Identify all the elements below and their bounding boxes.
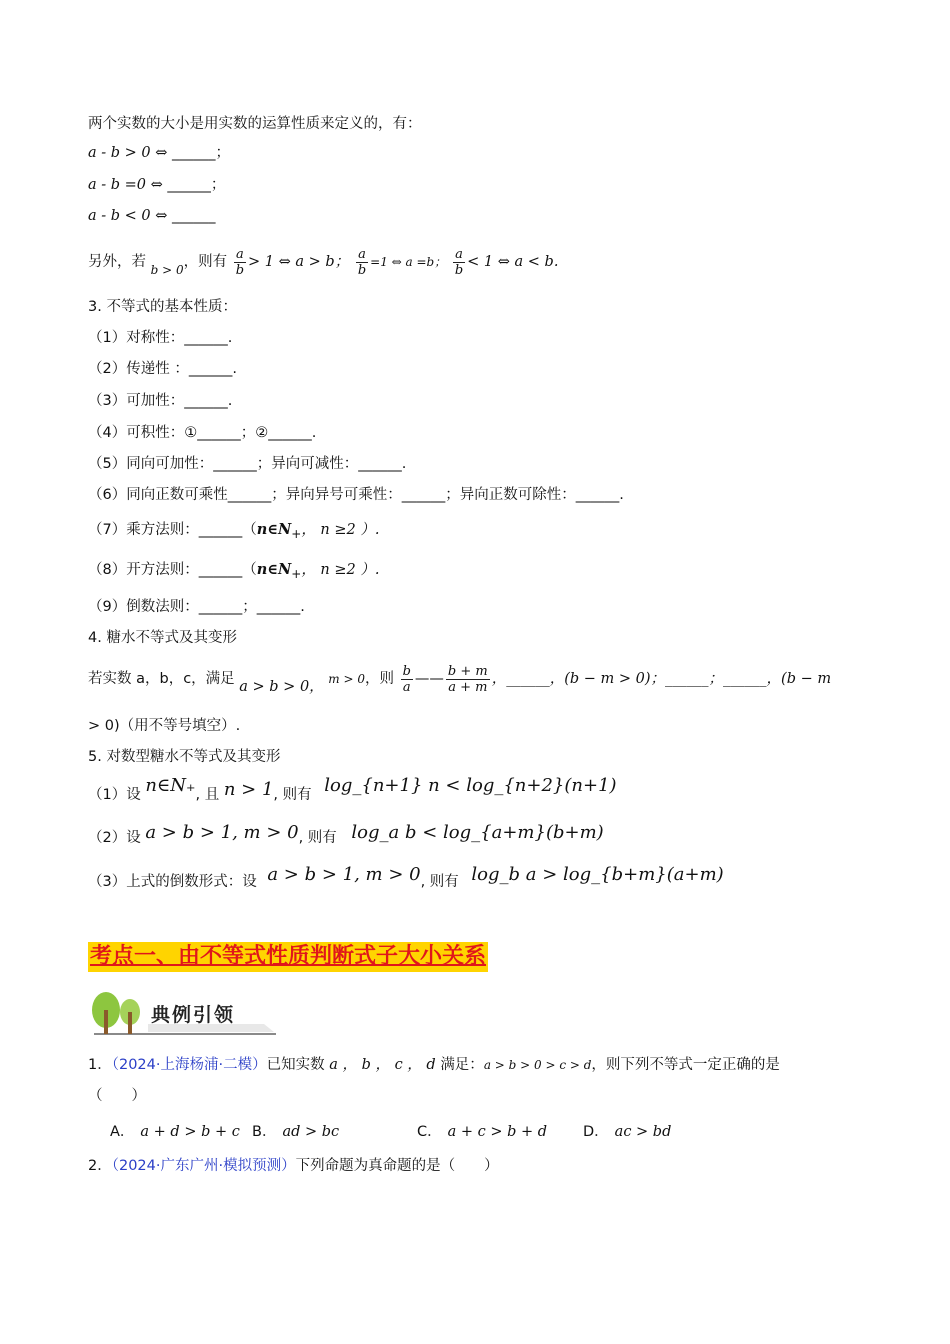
property-power-rule: （7）乘方法则：$\_\_\_\_\_\_(n\in N_+$， n ≥2 ）.: [88, 521, 380, 541]
question-1: 1．（2024·上海杨浦·二模）已知实数 a ， b ， c ， d 满足：a > b > 0 > c > d，则下列不等式一定正确的是: [88, 1057, 780, 1073]
sugar-water-line2: > 0)（用不等号填空）.: [88, 718, 241, 734]
option-a[interactable]: A． a + d > b + c: [110, 1124, 240, 1140]
property-transitivity: （2）传递性 ：______.: [88, 361, 237, 377]
banner-title: 典例引领: [151, 1004, 236, 1026]
sugar-water-inequality: 若实数 a，b，c，满足 a > b > 0， m > 0，则 $\frac{b}{a}$ —— $\frac{b + m}{a + m}$ ，______，(b − m > 0)；______；______，(b − m: [88, 663, 832, 695]
property-additivity: （3）可加性：______.: [88, 393, 233, 409]
option-d[interactable]: D． ac > bd: [583, 1124, 672, 1140]
fraction-bm-over-am: $\frac{b + m}{a + m}$: [447, 663, 488, 695]
topic-heading: 考点一、由不等式性质判断式子大小关系: [88, 942, 488, 972]
relation-eq: a - b =0 ⇔ ______；: [88, 177, 226, 193]
ratio-comparison: 另外，若 $_{b > 0}$，则有 $\frac{a}{b}$ > 1 ⇔ a > b； $\frac{a}{b}$ =1 ⇔ a =b； $\frac{a}{b}$ < 1 ⇔ a < b.: [88, 246, 559, 278]
log-item-2: （2）设 a > b > 1, m > 0, 则有 log_a b < log_{a+m}(b+m): [88, 822, 604, 846]
property-same-direction-add: （5）同向可加性：______；异向可减性：______.: [88, 456, 407, 472]
example-banner: [88, 988, 278, 1038]
property-same-direction-multiply: （6）同向正数可乘性______；异向异号可乘性：______；异向正数可除性：______.: [88, 487, 624, 503]
fraction-b-over-a: $\frac{b}{a}$: [402, 663, 411, 695]
property-multiplicativity: （4）可积性：①______；②______.: [88, 425, 317, 441]
property-root-rule: （8）开方法则：$\_\_\_\_\_\_(n\in N_+$， n ≥2 ）.: [88, 561, 380, 581]
relation-gt: a - b > 0 ⇔ ______；: [88, 145, 231, 161]
option-c[interactable]: C． a + c > b + d: [417, 1124, 548, 1140]
question-2-source: （2024·广东广州·模拟预测）: [111, 1158, 296, 1174]
section-3-title: 3. 不等式的基本性质：: [88, 299, 237, 315]
property-reciprocal-rule: （9）倒数法则：______；______.: [88, 599, 305, 615]
section-5-title: 5. 对数型糖水不等式及其变形: [88, 749, 281, 765]
property-symmetry: （1）对称性：______.: [88, 330, 233, 346]
fraction-a-over-b: $\frac{a}{b}$: [454, 246, 464, 278]
section-4-title: 4. 糖水不等式及其变形: [88, 630, 237, 646]
fraction-a-over-b: $\frac{a}{b}$: [357, 246, 367, 278]
definition-text: 两个实数的大小是用实数的运算性质来定义的，有：: [88, 116, 422, 132]
question-2: 2．（2024·广东广州·模拟预测）下列命题为真命题的是（ ）: [88, 1158, 499, 1174]
relation-lt: a - b < 0 ⇔ ______: [88, 208, 216, 224]
log-item-1: （1）设 n∈N₊, 且 n > 1, 则有 log_{n+1} n < log_{n+2}(n+1): [88, 775, 617, 803]
question-1-source: （2024·上海杨浦·二模）: [111, 1057, 267, 1073]
fraction-a-over-b: $\frac{a}{b}$: [235, 246, 245, 278]
question-1-paren: （ ）: [88, 1088, 146, 1104]
log-item-3: （3）上式的倒数形式：设 a > b > 1, m > 0, 则有 log_b a > log_{b+m}(a+m): [88, 864, 724, 890]
option-b[interactable]: B． ad > bc: [252, 1124, 340, 1140]
